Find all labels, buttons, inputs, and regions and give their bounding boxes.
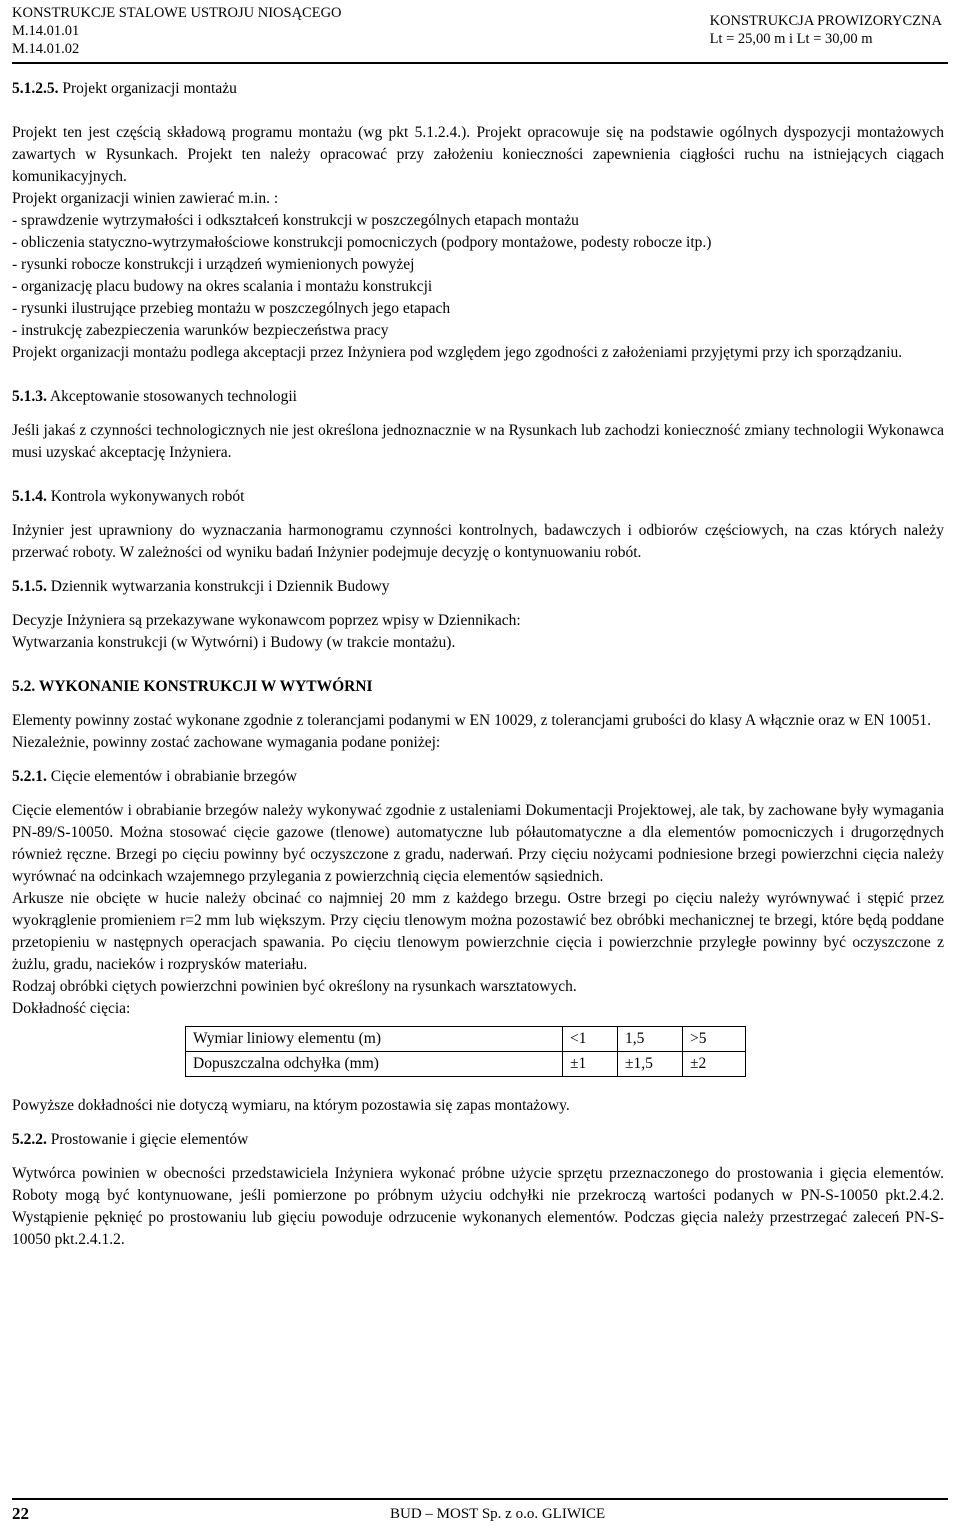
section-heading-513 bbox=[12, 386, 944, 408]
section-title: Projekt organizacji montażu bbox=[58, 80, 237, 97]
paragraph: Jeśli jakaś z czynności technologicznych nie jest określona jednoznacznie w na Rysunkach lub zachodzi konieczność zmiany technologii Wykonawca musi uzyskać akceptację Inżyniera. bbox=[12, 422, 944, 461]
document-body bbox=[12, 78, 944, 1251]
section-title: Kontrola wykonywanych robót bbox=[46, 488, 245, 505]
paragraph: Arkusze nie obcięte w hucie należy obcinać co najmniej 20 mm z każdego brzegu. Ostre brzegi po cięciu należy wyrównywać i stępić przez wyokrąglenie promieniem r=2 mm lub większym. Przy cięciu tlenowym można pozostawić bez obróbki mechanicznej te brzegi, które będą poddane przetopieniu w następnych operacjach spawania. Po cięciu tlenowym powierzchnie cięcia i powierzchnie przyległe powinny być oczyszczone z żużlu, gradu, nacieków i rozprysków materiału. bbox=[12, 890, 944, 973]
paragraph: Wytwórca powinien w obecności przedstawiciela Inżyniera wykonać próbne użycie sprzętu przeznaczonego do prostowania i gięcia elementów. Roboty mogą być kontynuowane, jeśli pomierzone po próbnym użyciu odchyłki nie przekroczą wartości podanych w PN-S-10050 pkt.2.4.2. Wystąpienie pęknięć po prostowaniu lub gięciu powoduje odrzucenie wykonanych elementów. Podczas gięcia należy przestrzegać zaleceń PN-S-10050 pkt.2.4.1.2. bbox=[12, 1165, 944, 1248]
paragraph: Powyższe dokładności nie dotyczą wymiaru, na którym pozostawia się zapas montażowy. bbox=[12, 1097, 570, 1114]
header-right-title: KONSTRUKCJA PROWIZORYCZNA bbox=[709, 13, 942, 29]
page-header bbox=[12, 4, 948, 56]
list-item: - instrukcję zabezpieczenia warunków bezpieczeństwa pracy bbox=[12, 322, 389, 339]
paragraph: Cięcie elementów i obrabianie brzegów należy wykonywać zgodnie z ustaleniami Dokumentacji Projektowej, ale tak, by zachowane były wymagania PN-89/S-10050. Można stosować cięcie gazowe (tlenowe) automatyczne lub półautomatyczne a dla elementów pomocniczych i drugorzędnych również ręczne. Brzegi po cięciu powinny być oczyszczone z gradu, naderwań. Przy cięciu nożycami podniesione brzegi powierzchni cięcia należy wyrównać na odcinkach wzajemnego przylegania z powierzchnią cięcia elementów sąsiednich. bbox=[12, 802, 944, 885]
section-number: 5.1.3. bbox=[12, 388, 47, 405]
footer-rule bbox=[12, 1498, 948, 1500]
list-item: - rysunki robocze konstrukcji i urządzeń wymienionych powyżej bbox=[12, 256, 415, 273]
table-cell: ±1,5 bbox=[618, 1052, 683, 1077]
paragraph: Wytwarzania konstrukcji (w Wytwórni) i Budowy (w trakcie montażu). bbox=[12, 634, 456, 651]
section-title: Cięcie elementów i obrabianie brzegów bbox=[46, 768, 297, 785]
header-rule bbox=[12, 62, 948, 64]
section-title: Akceptowanie stosowanych technologii bbox=[46, 388, 297, 405]
section-number: 5.1.2.5. bbox=[12, 80, 59, 97]
list-item: - organizację placu budowy na okres scalania i montażu konstrukcji bbox=[12, 278, 433, 295]
page-number: 22 bbox=[12, 1504, 29, 1523]
section-number: 5.1.4. bbox=[12, 488, 47, 505]
section-heading-522 bbox=[12, 1129, 944, 1151]
header-left-code2: M.14.01.02 bbox=[12, 41, 80, 57]
table-cell: ±2 bbox=[683, 1052, 746, 1077]
table-row bbox=[186, 1052, 746, 1077]
paragraph: Projekt organizacji montażu podlega akceptacji przez Inżyniera pod względem jego zgodności z założeniami przyjętymi przy ich sporządzaniu. bbox=[12, 344, 903, 361]
section-title: Dziennik wytwarzania konstrukcji i Dziennik Budowy bbox=[46, 578, 390, 595]
section-heading-5125 bbox=[12, 78, 944, 100]
section-heading-515 bbox=[12, 576, 944, 598]
paragraph: Decyzje Inżyniera są przekazywane wykonawcom poprzez wpisy w Dziennikach: bbox=[12, 612, 521, 629]
section-number: 5.1.5. bbox=[12, 578, 47, 595]
section-number: 5.2.1. bbox=[12, 768, 47, 785]
table-cell: ±1 bbox=[563, 1052, 618, 1077]
list-item: - sprawdzenie wytrzymałości i odkształceń konstrukcji w poszczególnych etapach montażu bbox=[12, 212, 579, 229]
section-title: Prostowanie i gięcie elementów bbox=[46, 1131, 249, 1148]
paragraph: Dokładność cięcia: bbox=[12, 1000, 131, 1017]
table-cell: >5 bbox=[683, 1027, 746, 1052]
table-cell: Wymiar liniowy elementu (m) bbox=[186, 1027, 563, 1052]
footer-company: BUD – MOST Sp. z o.o. GLIWICE bbox=[390, 1506, 606, 1522]
header-right-subtitle: Lt = 25,00 m i Lt = 30,00 m bbox=[709, 31, 873, 47]
cutting-accuracy-table bbox=[185, 1026, 746, 1077]
paragraph: Rodzaj obróbki ciętych powierzchni powinien być określony na rysunkach warsztatowych. bbox=[12, 978, 577, 995]
header-right bbox=[710, 12, 942, 48]
section-title: WYKONANIE KONSTRUKCJI W WYTWÓRNI bbox=[35, 678, 373, 695]
list-item: - rysunki ilustrujące przebieg montażu w poszczególnych jego etapach bbox=[12, 300, 451, 317]
section-number: 5.2.2. bbox=[12, 1131, 47, 1148]
page-footer bbox=[12, 1498, 948, 1526]
list-item: - obliczenia statyczno-wytrzymałościowe konstrukcji pomocniczych (podpory montażowe, podesty robocze itp.) bbox=[12, 234, 712, 251]
section-heading-521 bbox=[12, 766, 944, 788]
header-left bbox=[12, 4, 342, 58]
table-row bbox=[186, 1027, 746, 1052]
paragraph: Projekt organizacji winien zawierać m.in. : bbox=[12, 190, 279, 207]
section-heading-52 bbox=[12, 676, 944, 698]
paragraph: Projekt ten jest częścią składową programu montażu (wg pkt 5.1.2.4.). Projekt opracowuje się na podstawie ogólnych dyspozycji montażowych zawartych w Rysunkach. Projekt ten należy opracować przy założeniu konieczności zapewnienia ciągłości ruchu na istniejących ciągach komunikacyjnych. bbox=[12, 124, 944, 185]
paragraph: Inżynier jest uprawniony do wyznaczania harmonogramu czynności kontrolnych, badawczych i odbiorów częściowych, na czas których należy przerwać roboty. W zależności od wyniku badań Inżynier podejmuje decyzję o kontynuowaniu robót. bbox=[12, 522, 944, 561]
paragraph: Elementy powinny zostać wykonane zgodnie z tolerancjami podanymi w EN 10029, z tolerancjami grubości do klasy A włącznie oraz w EN 10051. bbox=[12, 712, 931, 729]
header-left-title: KONSTRUKCJE STALOWE USTROJU NIOSĄCEGO bbox=[12, 5, 342, 21]
table-cell: Dopuszczalna odchyłka (mm) bbox=[186, 1052, 563, 1077]
table-cell: <1 bbox=[563, 1027, 618, 1052]
paragraph: Niezależnie, powinny zostać zachowane wymagania podane poniżej: bbox=[12, 734, 441, 751]
table-cell: 1,5 bbox=[618, 1027, 683, 1052]
section-number: 5.2. bbox=[12, 678, 36, 695]
header-left-code1: M.14.01.01 bbox=[12, 23, 80, 39]
section-heading-514 bbox=[12, 486, 944, 508]
